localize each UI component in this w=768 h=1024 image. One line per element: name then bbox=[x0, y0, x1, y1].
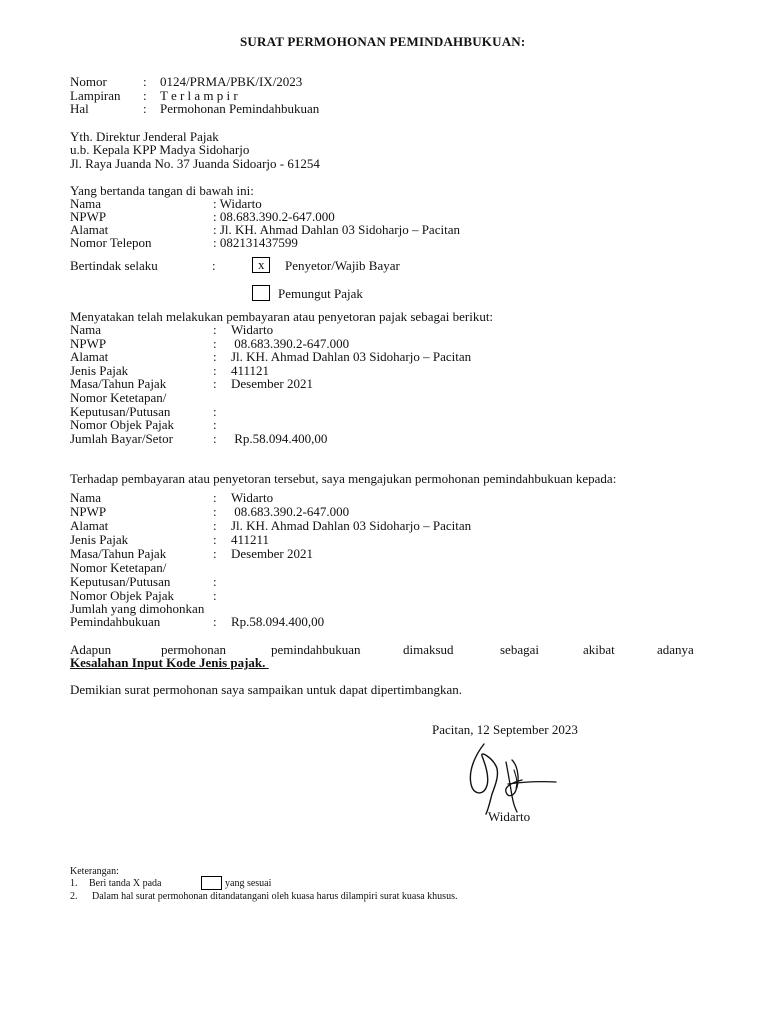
transfer-label-nama: Nama bbox=[70, 490, 102, 505]
recipient-line-2: u.b. Kepala KPP Madya Sidoharjo bbox=[70, 142, 250, 157]
reason-word-5: sebagai bbox=[500, 642, 539, 657]
transfer-sep-npwp: : bbox=[213, 504, 217, 519]
transfer-label-jumlah: Jumlah yang dimohonkan bbox=[70, 601, 205, 616]
payment-sep-keputusan: : bbox=[213, 404, 217, 419]
reason-word-6: akibat bbox=[583, 642, 615, 657]
payment-label-jenis: Jenis Pajak bbox=[70, 363, 129, 378]
note-1-number: 1. bbox=[70, 878, 78, 889]
checkbox-pemungut[interactable] bbox=[252, 285, 270, 301]
notes-heading: Keterangan: bbox=[70, 866, 119, 877]
signer-label-npwp: NPWP bbox=[70, 209, 107, 224]
signer-value-alamat: : Jl. KH. Ahmad Dahlan 03 Sidoharjo – Pacitan bbox=[213, 222, 460, 237]
payment-label-masa: Masa/Tahun Pajak bbox=[70, 376, 167, 391]
reason-word-7: adanya bbox=[657, 642, 694, 657]
option-penyetor-label: Penyetor/Wajib Bayar bbox=[285, 258, 400, 273]
signer-label-telepon: Nomor Telepon bbox=[70, 235, 152, 250]
header-label-hal: Hal bbox=[70, 101, 89, 116]
transfer-sep-masa: : bbox=[213, 546, 217, 561]
signer-value-telepon: : 082131437599 bbox=[213, 235, 298, 250]
header-sep-hal: : bbox=[143, 101, 147, 116]
reason-word-3: pemindahbukuan bbox=[271, 642, 361, 657]
acting-sep: : bbox=[212, 258, 216, 273]
header-value-hal: Permohonan Pemindahbukuan bbox=[160, 101, 320, 116]
option-pemungut-label: Pemungut Pajak bbox=[278, 286, 363, 301]
transfer-label-nop: Nomor Objek Pajak bbox=[70, 588, 174, 603]
payment-sep-npwp: : bbox=[213, 336, 217, 351]
transfer-label-npwp: NPWP bbox=[70, 504, 107, 519]
signature-name: Widarto bbox=[488, 809, 531, 824]
signer-label-alamat: Alamat bbox=[70, 222, 109, 237]
reason-word-1: Adapun bbox=[70, 642, 112, 657]
header-value-lampiran: T e r l a m p i r bbox=[160, 88, 238, 103]
transfer-intro: Terhadap pembayaran atau penyetoran tersebut, saya mengajukan permohonan pemindahbukuan kepada: bbox=[70, 471, 617, 486]
signature-drawing bbox=[462, 736, 562, 818]
transfer-value-alamat: Jl. KH. Ahmad Dahlan 03 Sidoharjo – Pacitan bbox=[231, 518, 472, 533]
payment-value-jumlah: Rp.58.094.400,00 bbox=[231, 431, 328, 446]
transfer-sep-alamat: : bbox=[213, 518, 217, 533]
header-sep-nomor: : bbox=[143, 74, 147, 89]
transfer-label-alamat: Alamat bbox=[70, 518, 109, 533]
note-1-text-after: yang sesuai bbox=[225, 878, 272, 889]
checkbox-penyetor[interactable] bbox=[252, 257, 270, 273]
place-date: Pacitan, 12 September 2023 bbox=[432, 722, 578, 737]
transfer-value-pemindahbukuan: Rp.58.094.400,00 bbox=[231, 614, 325, 629]
reason-emphasis: Kesalahan Input Kode Jenis pajak. bbox=[70, 655, 269, 670]
note-2-number: 2. bbox=[70, 891, 78, 902]
header-value-nomor: 0124/PRMA/PBK/IX/2023 bbox=[160, 74, 303, 89]
transfer-sep-nama: : bbox=[213, 490, 217, 505]
note-2-text: Dalam hal surat permohonan ditandatangani oleh kuasa harus dilampiri surat kuasa khusus. bbox=[92, 891, 458, 902]
signer-intro: Yang bertanda tangan di bawah ini: bbox=[70, 183, 254, 198]
checkbox-penyetor-mark: x bbox=[258, 257, 265, 272]
note-1-checkbox-sample bbox=[201, 876, 222, 890]
payment-label-ketetapan: Nomor Ketetapan/ bbox=[70, 390, 167, 405]
payment-label-npwp: NPWP bbox=[70, 336, 107, 351]
closing-text: Demikian surat permohonan saya sampaikan untuk dapat dipertimbangkan. bbox=[70, 682, 463, 697]
payment-value-npwp: 08.683.390.2-647.000 bbox=[231, 336, 350, 351]
header-label-nomor: Nomor bbox=[70, 74, 107, 89]
payment-sep-nama: : bbox=[213, 322, 217, 337]
document-title: SURAT PERMOHONAN PEMINDAHBUKUAN: bbox=[240, 34, 526, 49]
transfer-value-nama: Widarto bbox=[231, 490, 274, 505]
transfer-label-keputusan: Keputusan/Putusan bbox=[70, 574, 171, 589]
transfer-sep-nop: : bbox=[213, 588, 217, 603]
payment-value-nama: Widarto bbox=[231, 322, 274, 337]
transfer-label-masa: Masa/Tahun Pajak bbox=[70, 546, 167, 561]
payment-label-nama: Nama bbox=[70, 322, 102, 337]
reason-word-4: dimaksud bbox=[403, 642, 454, 657]
header-sep-lampiran: : bbox=[143, 88, 147, 103]
header-label-lampiran: Lampiran bbox=[70, 88, 121, 103]
transfer-sep-keputusan: : bbox=[213, 574, 217, 589]
transfer-value-npwp: 08.683.390.2-647.000 bbox=[231, 504, 350, 519]
payment-value-alamat: Jl. KH. Ahmad Dahlan 03 Sidoharjo – Pacitan bbox=[231, 349, 472, 364]
payment-sep-jenis: : bbox=[213, 363, 217, 378]
payment-label-alamat: Alamat bbox=[70, 349, 109, 364]
transfer-label-jenis: Jenis Pajak bbox=[70, 532, 129, 547]
payment-value-masa: Desember 2021 bbox=[231, 376, 313, 391]
transfer-label-pemindahbukuan: Pemindahbukuan bbox=[70, 614, 161, 629]
reason-word-2: permohonan bbox=[161, 642, 226, 657]
payment-sep-nop: : bbox=[213, 417, 217, 432]
transfer-label-ketetapan: Nomor Ketetapan/ bbox=[70, 560, 167, 575]
recipient-line-3: Jl. Raya Juanda No. 37 Juanda Sidoarjo - 61254 bbox=[70, 156, 320, 171]
transfer-value-jenis: 411211 bbox=[231, 532, 270, 547]
recipient-line-1: Yth. Direktur Jenderal Pajak bbox=[70, 129, 219, 144]
payment-sep-masa: : bbox=[213, 376, 217, 391]
transfer-sep-pemindahbukuan: : bbox=[213, 614, 217, 629]
payment-label-nop: Nomor Objek Pajak bbox=[70, 417, 174, 432]
transfer-value-masa: Desember 2021 bbox=[231, 546, 313, 561]
signer-label-nama: Nama bbox=[70, 196, 102, 211]
payment-sep-alamat: : bbox=[213, 349, 217, 364]
acting-label: Bertindak selaku bbox=[70, 258, 158, 273]
payment-value-jenis: 411121 bbox=[231, 363, 270, 378]
payment-sep-jumlah: : bbox=[213, 431, 217, 446]
transfer-sep-jenis: : bbox=[213, 532, 217, 547]
signer-value-nama: : Widarto bbox=[213, 196, 262, 211]
payment-intro: Menyatakan telah melakukan pembayaran atau penyetoran pajak sebagai berikut: bbox=[70, 309, 494, 324]
payment-label-keputusan: Keputusan/Putusan bbox=[70, 404, 171, 419]
note-1-text-before: Beri tanda X pada bbox=[89, 878, 162, 889]
signer-value-npwp: : 08.683.390.2-647.000 bbox=[213, 209, 335, 224]
payment-label-jumlah: Jumlah Bayar/Setor bbox=[70, 431, 173, 446]
